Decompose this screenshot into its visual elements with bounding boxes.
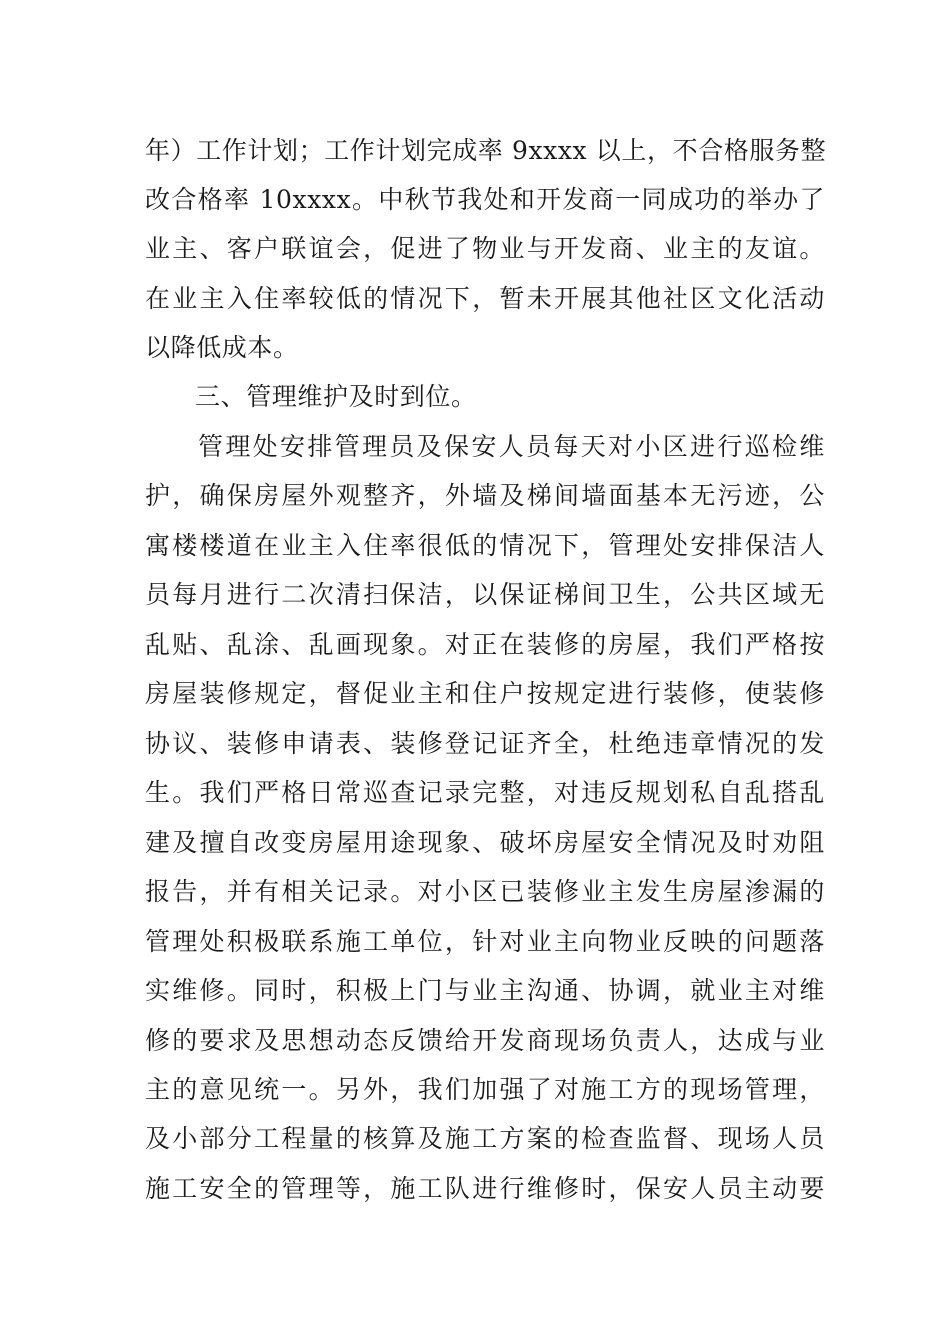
text-line: 在业主入住率较低的情况下，暂未开展其他社区文化活动 xyxy=(145,284,825,313)
text-line: 管理处积极联系施工单位，针对业主向物业反映的问题落 xyxy=(145,927,825,956)
text-line: 房屋装修规定，督促业主和住户按规定进行装修，使装修 xyxy=(145,679,825,708)
paragraph-first-line: 管理处安排管理员及保安人员每天对小区进行巡检维 xyxy=(198,432,825,461)
text-line: 主的意见统一。另外，我们加强了对施工方的现场管理， xyxy=(145,1075,825,1104)
text-line: 乱贴、乱涂、乱画现象。对正在装修的房屋，我们严格按 xyxy=(145,630,825,659)
text-line: 实维修。同时，积极上门与业主沟通、协调，就业主对维 xyxy=(145,976,825,1005)
text-line: 员每月进行二次清扫保洁，以保证梯间卫生，公共区域无 xyxy=(145,580,825,609)
text-line: 修的要求及思想动态反馈给开发商现场负责人，达成与业 xyxy=(145,1026,825,1055)
text-line: 及小部分工程量的核算及施工方案的检查监督、现场人员 xyxy=(145,1124,825,1153)
text-line: 施工安全的管理等，施工队进行维修时，保安人员主动要 xyxy=(145,1174,825,1203)
text-line: 协议、装修申请表、装修登记证齐全，杜绝违章情况的发 xyxy=(145,729,825,758)
section-heading: 三、管理维护及时到位。 xyxy=(195,382,477,411)
text-line: 护，确保房屋外观整齐，外墙及梯间墙面基本无污迹，公 xyxy=(145,481,825,510)
text-line: 改合格率 10xxxx。中秋节我处和开发商一同成功的举办了 xyxy=(145,185,825,214)
text-line: 建及擅自改变房屋用途现象、破坏房屋安全情况及时劝阻 xyxy=(145,828,825,857)
text-line: 寓楼楼道在业主入住率很低的情况下，管理处安排保洁人 xyxy=(145,531,825,560)
text-line: 年）工作计划；工作计划完成率 9xxxx 以上，不合格服务整 xyxy=(145,136,827,165)
text-line: 报告，并有相关记录。对小区已装修业主发生房屋渗漏的 xyxy=(145,877,825,906)
text-line: 以降低成本。 xyxy=(145,333,299,362)
text-line: 生。我们严格日常巡查记录完整，对违反规划私自乱搭乱 xyxy=(145,778,825,807)
text-line: 业主、客户联谊会，促进了物业与开发商、业主的友谊。 xyxy=(145,234,825,263)
